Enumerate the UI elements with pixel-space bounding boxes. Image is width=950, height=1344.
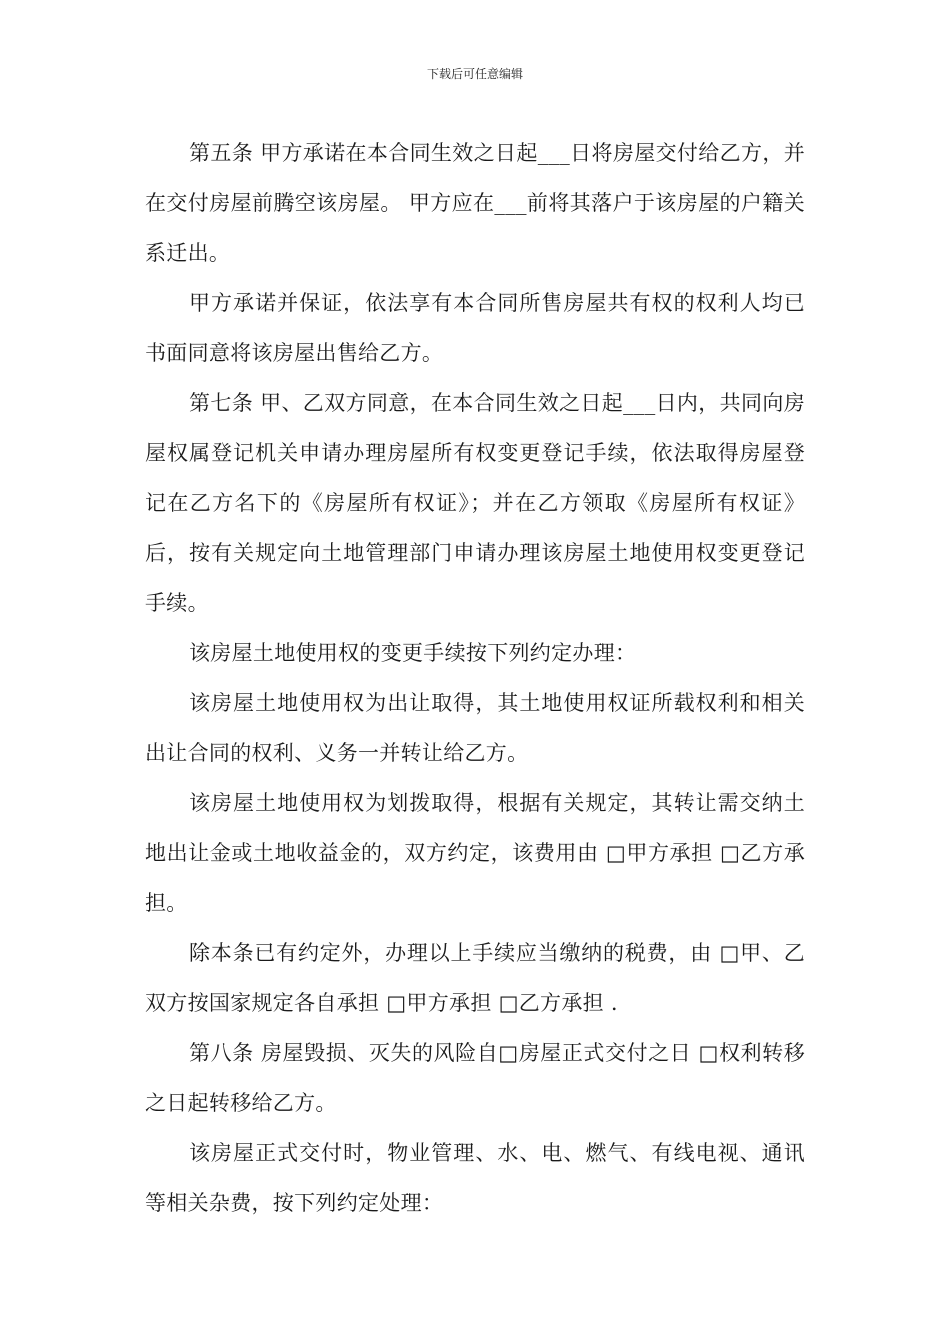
land-use-procedure-paragraph: 该房屋土地使用权的变更手续按下列约定办理：: [189, 641, 637, 665]
page-header-note: 下载后可任意编辑: [426, 67, 523, 81]
clause-7-paragraph: 第七条 甲、乙双方同意，在本合同生效之日起___日内，共同向房屋权属登记机关申请办理房屋所有权变更登记手续，依法取得房屋登记在乙方名下的《房屋所有权证》；并在乙方领取《房屋所有权证》后，按有关规定向土地管理部门申请办理该房屋土地使用权变更登记手续。: [145, 391, 805, 615]
tax-fees-paragraph: 除本条已有约定外，办理以上手续应当缴纳的税费，由 □甲、乙双方按国家规定各自承担 □甲方承担 □乙方承担 .: [145, 941, 805, 1015]
clause-5-paragraph: 第五条 甲方承诺在本合同生效之日起___日将房屋交付给乙方，并在交付房屋前腾空该房屋。 甲方应在___前将其落户于该房屋的户籍关系迁出。: [145, 141, 805, 265]
document-body: [145, 128, 805, 1228]
land-use-transfer-paragraph: 该房屋土地使用权为出让取得，其土地使用权证所载权利和相关出让合同的权利、义务一并转让给乙方。: [145, 691, 805, 765]
land-use-allocated-paragraph: 该房屋土地使用权为划拨取得，根据有关规定，其转让需交纳土地出让金或土地收益金的，双方约定，该费用由 □甲方承担 □乙方承担。: [145, 791, 805, 915]
co-owner-consent-paragraph: 甲方承诺并保证，依法享有本合同所售房屋共有权的权利人均已书面同意将该房屋出售给乙方。: [145, 291, 805, 365]
handover-fees-paragraph: 该房屋正式交付时，物业管理、水、电、燃气、有线电视、通讯等相关杂费，按下列约定处理：: [145, 1141, 805, 1215]
clause-8-paragraph: 第八条 房屋毁损、灭失的风险自□房屋正式交付之日 □权利转移之日起转移给乙方。: [145, 1041, 805, 1115]
